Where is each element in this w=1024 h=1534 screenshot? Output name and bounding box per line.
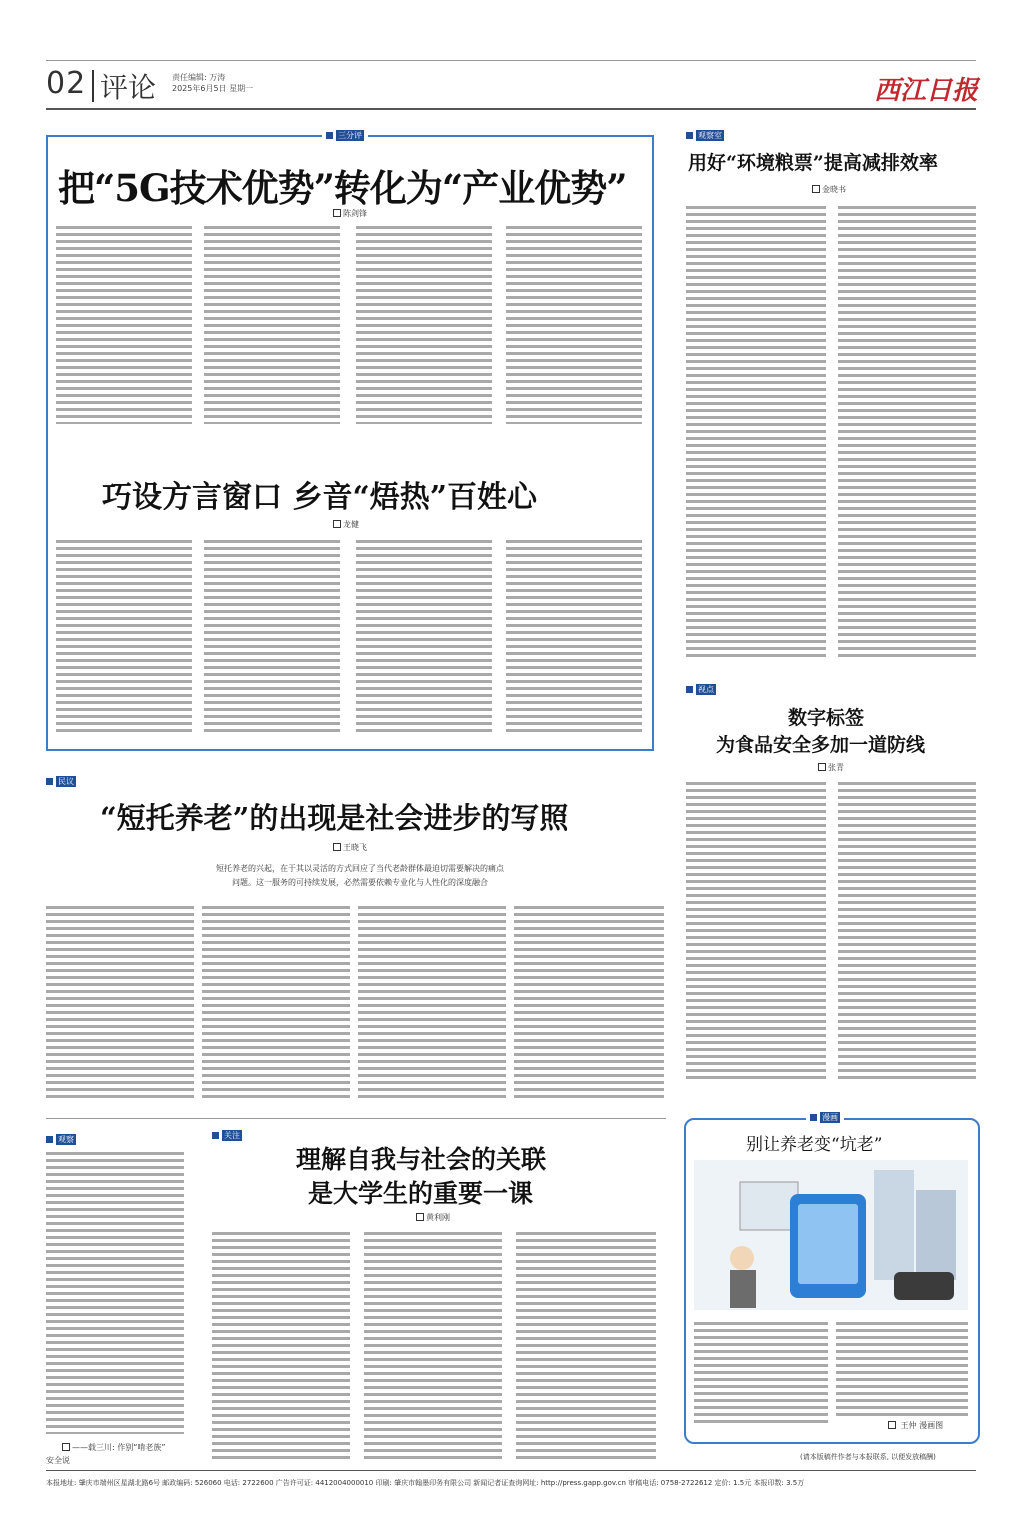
top-rule [46,60,976,61]
page-number: 02 [46,66,87,101]
a7-text-col1 [212,1232,350,1460]
a5-text-col2 [202,906,350,1102]
a5-byline: 王晓飞 [333,842,367,853]
section-title: 评论 [100,71,157,104]
contributor-note: (请本版稿件作者与本报联系, 以便发放稿酬) [800,1453,936,1461]
a1-text-col1 [56,226,192,424]
a4-headline-line1[interactable]: 数字标签 [788,707,865,729]
page-footer: 本报地址: 肇庆市端州区星湖北路6号 邮政编码: 526060 电话: 2722600 广告许可证: 4412004000010 印刷: 肇庆市翰墨印务有限公司 新闻记者证查询网址: http://press.gapp.gov.cn 审稿电话: 0758-2722612 定价: 1.5元 本报印数: 3.5万 [46,1479,805,1487]
a4-text-col1 [686,782,826,1080]
a1-tag-label: 三分评 [338,131,362,140]
building-shape [916,1190,956,1280]
cartoon-text-col2 [836,1322,968,1416]
cartoon-tag [806,1112,844,1123]
a6-extra: 安全说 [46,1456,70,1465]
a3-tag [686,130,724,141]
a1-tag [322,130,368,141]
a7-text-col3 [516,1232,656,1460]
a5-lead-line1: 短托养老的兴起，在于其以灵活的方式回应了当代老龄群体最迫切需要解决的痛点 [216,864,504,873]
a7-byline: 黄利刚 [416,1212,450,1223]
elder-body-shape [730,1270,756,1308]
a1-text-col3 [356,226,492,424]
a5-lead [160,862,560,890]
tag-square-icon [810,1114,817,1121]
cartoon-author-name: 王仲 [900,1421,917,1430]
cartoon-headline[interactable]: 别让养老变“坑老” [746,1135,883,1155]
a7-headline-line1[interactable]: 理解自我与社会的关联 [296,1145,547,1174]
a5-headline[interactable]: “短托养老”的出现是社会进步的写照 [100,801,569,835]
a4-headline-line2[interactable]: 为食品安全多加一道防线 [716,734,926,756]
a5-text-col3 [358,906,506,1102]
a6-quote: ——载三川: 作别“啃老族” [62,1442,166,1453]
cartoon-tag-label: 漫画 [822,1113,838,1122]
cartoon-illustration-icon[interactable] [694,1160,968,1310]
a7-text-col2 [364,1232,502,1460]
masthead-rule [46,108,976,110]
a2-headline[interactable]: 巧设方言窗口 乡音“焐热”百姓心 [102,480,537,515]
cartoon-caption: 漫画图 [919,1421,944,1430]
a3-tag-label: 观察室 [698,131,722,140]
a3-headline[interactable]: 用好“环境粮票”提高减排效率 [688,152,938,174]
tag-square-icon [686,686,693,693]
car-shape [894,1272,954,1300]
phone-screen-shape [798,1204,858,1284]
a5-tag [46,776,76,787]
tag-square-icon [46,1136,53,1143]
elder-head-shape [730,1246,754,1270]
tag-square-icon [212,1132,219,1139]
editor-line: 责任编辑: 万涛 [172,73,226,82]
a1-byline: 陈剑锋 [333,208,367,219]
cartoon-author [888,1420,943,1431]
a7-tag [212,1130,242,1141]
a3-text-col1 [686,206,826,658]
a4-text-col2 [838,782,976,1080]
notice-board-shape [740,1182,798,1230]
date-line: 2025年6月5日 星期一 [172,84,254,93]
section-divider [46,1118,666,1119]
a5-text-col1 [46,906,194,1102]
a6-text [46,1152,184,1434]
a7-headline-line2[interactable]: 是大学生的重要一课 [308,1179,534,1208]
a2-text-col1 [56,540,192,736]
a1-text-col2 [204,226,340,424]
tag-square-icon [46,778,53,785]
a4-byline: 张青 [818,762,844,773]
masthead-divider [92,70,94,102]
a6-tag [46,1134,76,1145]
a2-text-col2 [204,540,340,736]
tag-square-icon [686,132,693,139]
a5-text-col4 [514,906,664,1102]
footer-rule [46,1470,976,1471]
masthead-info [172,72,253,94]
a2-byline: 龙健 [333,519,359,530]
building-shape [874,1170,914,1280]
a3-text-col2 [838,206,976,658]
a5-tag-label: 民议 [58,777,74,786]
a4-tag-label: 视点 [698,685,714,694]
a3-byline: 金晓书 [812,184,846,195]
newspaper-logo: 西江日报 [873,76,978,106]
a5-lead-line2: 问题。这一服务的可持续发展，必然需要依赖专业化与人性化的深度融合 [232,878,488,887]
a4-tag [686,684,716,695]
tag-square-icon [326,132,333,139]
a2-text-col4 [506,540,642,736]
a2-text-col3 [356,540,492,736]
a1-text-col4 [506,226,642,424]
a7-tag-label: 关注 [224,1131,240,1140]
cartoon-text-col1 [694,1322,828,1426]
a6-tag-label: 观察 [58,1135,74,1144]
a1-headline[interactable]: 把“5G技术优势”转化为“产业优势” [58,166,627,210]
